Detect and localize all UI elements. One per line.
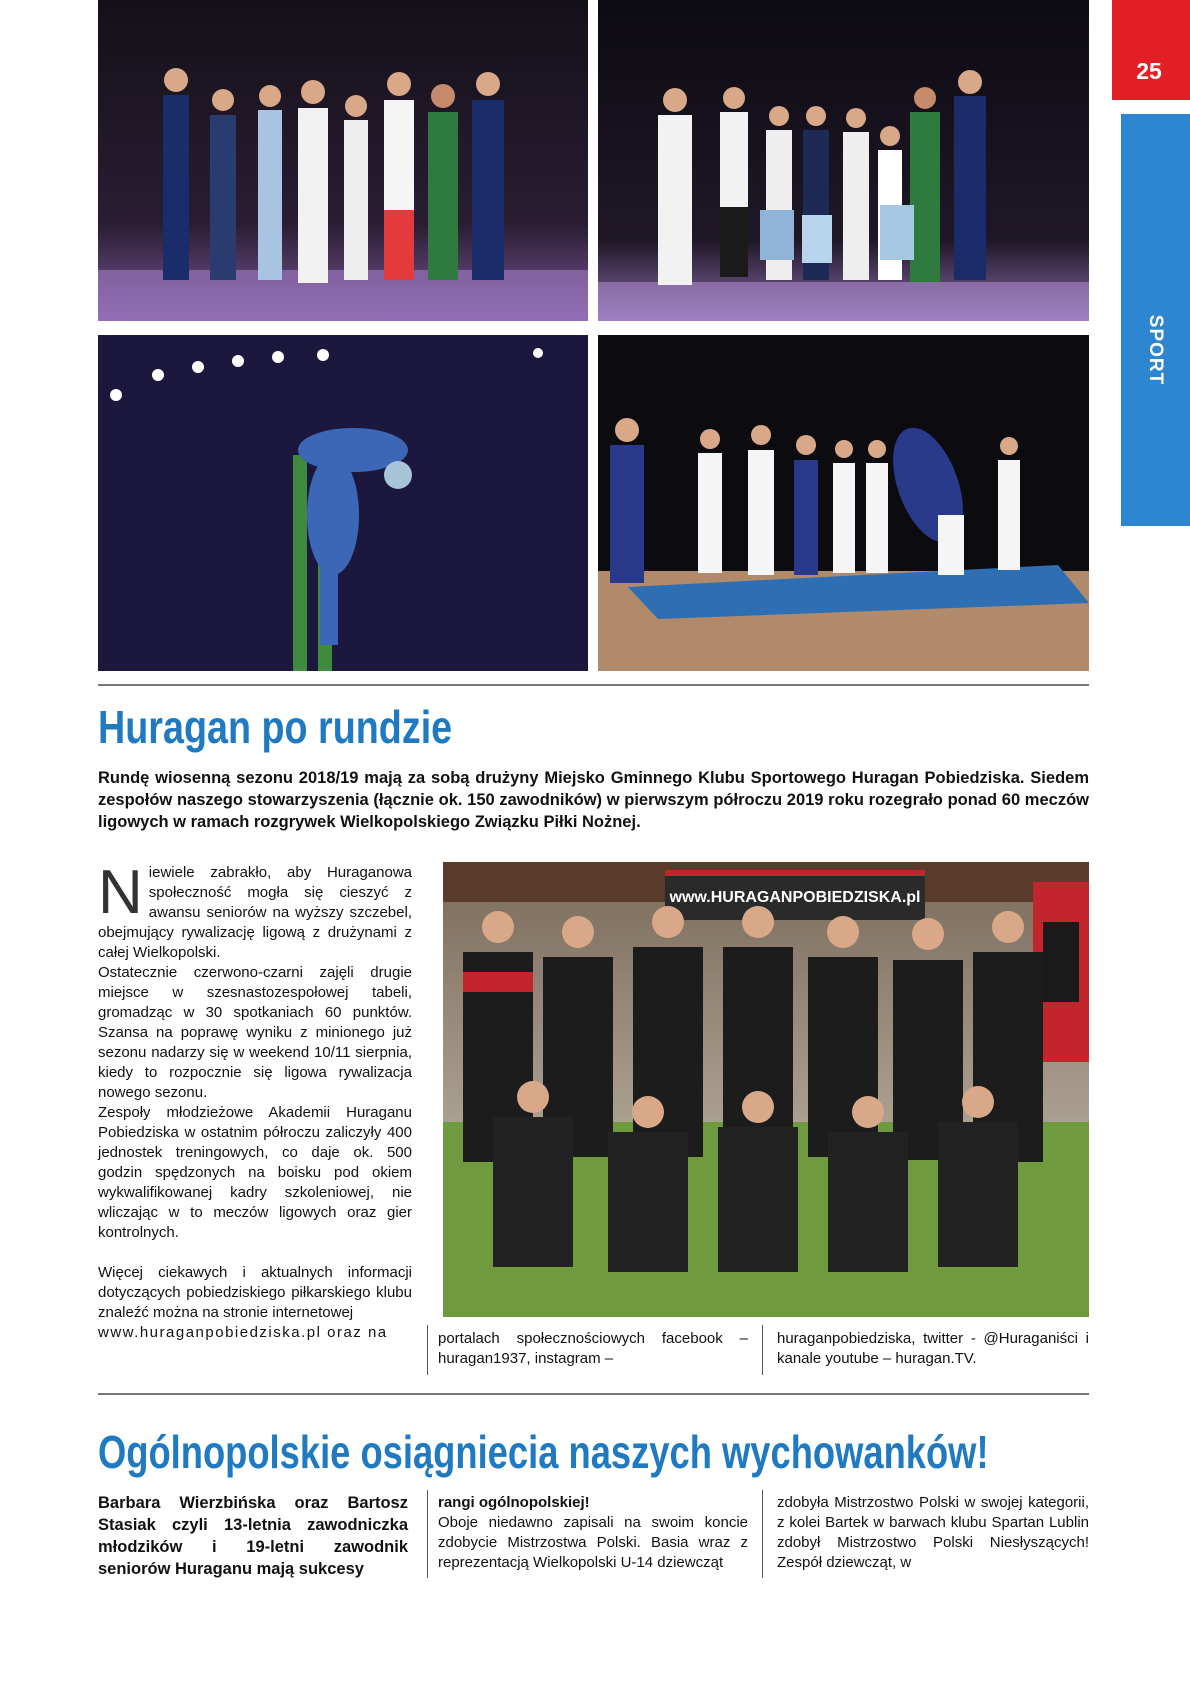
article-2-subhead: rangi ogólnopolskiej!	[438, 1494, 590, 1511]
article-2-divider-left	[427, 1490, 428, 1578]
article-2-divider-right	[762, 1490, 763, 1578]
article-2-right-column: zdobyła Mistrzostwo Polski w swojej kategorii, z kolei Bartek w barwach klubu Spartan Lublin zdobył Mistrzostwo Polski Niesłyszących! Zespół dziewcząt, w	[777, 1494, 1089, 1571]
banner-text: www.HURAGANPOBIEDZISKA.pl	[669, 889, 921, 906]
body-paragraph-4: Więcej ciekawych i aktualnych informacji dotyczących pobiedziskiego piłkarskiego klubu znaleźć można na stronie internetowej	[98, 1264, 412, 1321]
photo-caption-right: huraganpobiedziska, twitter - @Huraganiści i kanale youtube – huragan.TV.	[777, 1330, 1089, 1367]
caption-divider-right	[762, 1325, 763, 1375]
photo-award-ceremony-group	[98, 0, 588, 321]
article-2-middle-text: Oboje niedawno zapisali na swoim koncie zdobycie Mistrzostwa Polski. Basia wraz z reprezentacją Wielkopolski U-14 dziewcząt	[438, 1514, 748, 1571]
photo-aerial-acrobatics	[98, 335, 588, 671]
photo-judo-demonstration	[598, 335, 1089, 671]
caption-divider-left	[427, 1325, 428, 1375]
page-number-tab	[1112, 0, 1190, 100]
article-2-title: Ogólnopolskie osiągniecia naszych wychowanków!	[98, 1426, 989, 1478]
body-paragraph-3: Zespoły młodzieżowe Akademii Huraganu Pobiedziska w ostatnim półroczu zaliczyły 400 jednostek treningowych, co daje ok. 500 godzin spędzonych na boisku pod okiem wykwalifikowanej kadry szkoleniowej, nie wliczając w to meczów ligowych oraz gier kontrolnych.	[98, 1104, 412, 1241]
top-rule	[98, 684, 1089, 686]
article-lead: Rundę wiosenną sezonu 2018/19 mają za sobą drużyny Miejsko Gminnego Klubu Sportowego Huragan Pobiedziska. Siedem zespołów naszego stowarzyszenia (łącznie ok. 150 zawodników) w pierwszym półroczu 2019 roku rozegrało ponad 60 meczów ligowych w ramach rozgrywek Wielkopolskiego Związku Piłki Nożnej.	[98, 769, 1089, 831]
website-line: www.huraganpobiedziska.pl oraz na	[98, 1324, 388, 1341]
body-paragraph-2: Ostatecznie czerwono-czarni zajęli drugie miejsce w szesnastozespołowej tabeli, gromadząc w 30 spotkaniach 60 punktów. Szansa na poprawę wyniku z minionego już sezonu nadarzy się w weekend 10/11 sierpnia, kiedy to rozpocznie się ligowa rywalizacja nowego sezonu.	[98, 964, 412, 1101]
photo-caption-left: portalach społecznościowych facebook – huragan1937, instagram –	[438, 1330, 748, 1367]
article-title: Huragan po rundzie	[98, 701, 453, 753]
article-2-middle-column	[438, 1493, 748, 1573]
bottom-rule	[98, 1393, 1089, 1395]
article-body-left-column	[98, 858, 412, 1343]
page-number: 25	[1136, 58, 1162, 84]
photo-football-team	[443, 862, 1089, 1317]
body-paragraph-1: iewiele zabrakło, aby Huraganowa społeczność mogła się cieszyć z awansu seniorów na wyższy szczebel, obejmujący rywalizację ligową z drużynami z całej Wielkopolski.	[98, 864, 412, 961]
article-2-lead: Barbara Wierzbińska oraz Bartosz Stasiak czyli 13-letnia zawodniczka młodzików i 19-letni zawodnik seniorów Huraganu mają sukcesy	[98, 1494, 408, 1578]
section-label: SPORT	[1145, 314, 1166, 386]
photo-award-ceremony-gift-bags	[598, 0, 1089, 321]
drop-cap: N	[98, 858, 143, 927]
